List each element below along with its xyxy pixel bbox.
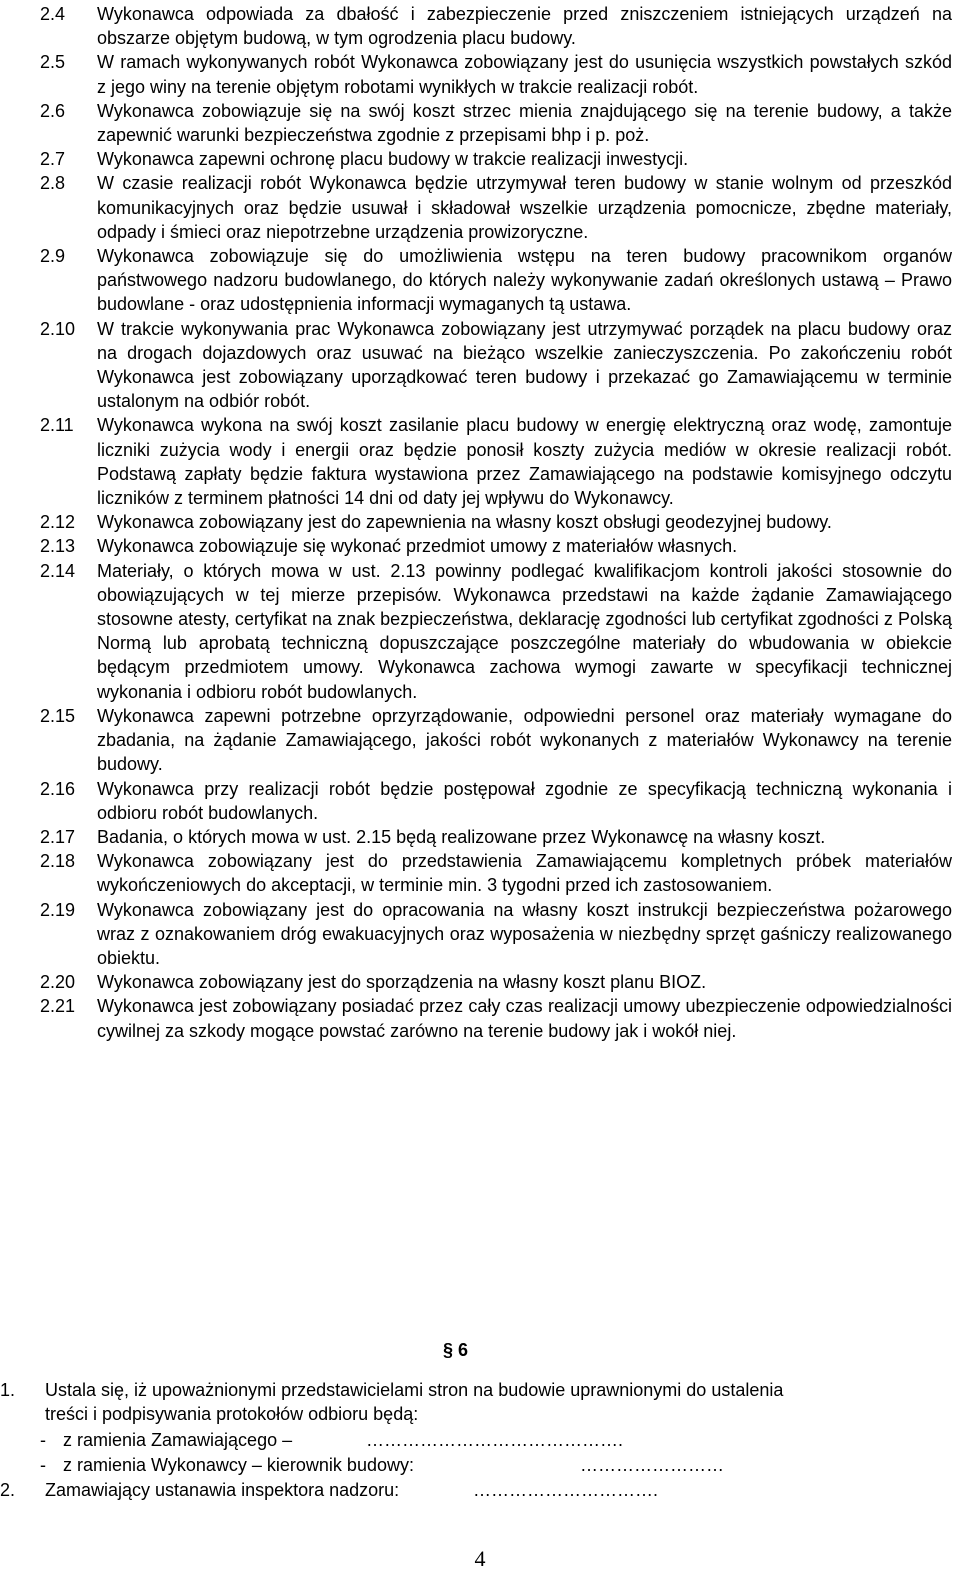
point-2-blank: …………………………. bbox=[473, 1480, 659, 1500]
clause-text: Wykonawca odpowiada za dbałość i zabezpieczenie przed zniszczeniem istniejących urządzeń na obszarze objętym budową, w tym ogrodzenia placu budowy. bbox=[97, 4, 952, 49]
point-2-text: Zamawiający ustanawia inspektora nadzoru: bbox=[45, 1480, 400, 1500]
point-1-number: 1. bbox=[0, 1380, 16, 1400]
clause-item bbox=[40, 534, 952, 558]
clause-number: 2.19 bbox=[40, 899, 76, 920]
clause-number: 2.8 bbox=[40, 173, 66, 194]
clause-item bbox=[40, 825, 952, 849]
clause-item bbox=[40, 50, 952, 98]
clause-number: 2.18 bbox=[40, 851, 76, 872]
clause-item bbox=[40, 994, 952, 1042]
dash-marker: - bbox=[40, 1455, 46, 1475]
clause-text: W ramach wykonywanych robót Wykonawca zobowiązany jest do usunięcia wszystkich powstałych szkód z jego winy na terenie objętym robotami wynikłych w trakcie realizacji robót. bbox=[97, 52, 952, 97]
clause-text: Wykonawca wykona na swój koszt zasilanie placu budowy w energię elektryczną oraz wodę, zamontuje liczniki zużycia wody i energii oraz będzie ponosił koszty zużycia mediów w okresie realizacji robót. Podstawą zapłaty będzie faktura wystawiona przez Zamawiającego na podstawie komisyjnego odczytu liczników z terminem płatności 14 dni od daty jej wpływu do Wykonawcy. bbox=[97, 415, 952, 509]
clause-text: Materiały, o których mowa w ust. 2.13 powinny podlegać kwalifikacjom kontroli jakości stosownie do obowiązujących w tej mierze przepisów. Wykonawca przedstawi na każde żądanie Zamawiającego stosowne atesty, certyfikat na znak bezpieczeństwa, deklarację zgodności lub certyfikat zgodności z Polską Normą lub aprobatą techniczną dopuszczające poszczególne materiały do wbudowania w obiekcie będącym przedmiotem umowy. Wykonawca zachowa wymogi zawarte w specyfikacji technicznej wykonania i odbioru robót budowlanych. bbox=[97, 560, 952, 702]
clause-text: Wykonawca zobowiązuje się na swój koszt strzec mienia znajdującego się na terenie budowy, a także zapewnić warunki bezpieczeństwa zgodnie z przepisami bhp i p. poż. bbox=[97, 100, 952, 146]
clause-item bbox=[40, 244, 952, 317]
clause-text: Wykonawca zobowiązany jest do sporządzenia na własny koszt planu BIOZ. bbox=[97, 972, 707, 993]
clause-text: Wykonawca zobowiązuje się wykonać przedmiot umowy z materiałów własnych. bbox=[97, 536, 738, 557]
clause-number: 2.9 bbox=[40, 246, 66, 267]
clause-number: 2.16 bbox=[40, 778, 76, 799]
representative-contractor: z ramienia Wykonawcy – kierownik budowy: bbox=[63, 1455, 414, 1475]
representative-ordering-party: z ramienia Zamawiającego – bbox=[63, 1430, 293, 1450]
page-number: 4 bbox=[474, 1546, 486, 1571]
point-1-line-2: treści i podpisywania protokołów odbioru będą: bbox=[45, 1404, 419, 1424]
clause-item bbox=[40, 99, 952, 147]
clause-number: 2.10 bbox=[40, 318, 76, 339]
clause-number: 2.21 bbox=[40, 996, 76, 1017]
clause-number: 2.4 bbox=[40, 4, 66, 24]
clause-item bbox=[40, 510, 952, 534]
clause-item bbox=[40, 317, 952, 414]
dash-marker: - bbox=[40, 1430, 46, 1450]
clause-number: 2.20 bbox=[40, 972, 76, 993]
clause-text: Wykonawca zobowiązany jest do przedstawienia Zamawiającemu kompletnych próbek materiałów wykończeniowych do akceptacji, w terminie min. 3 tygodni przed ich zastosowaniem. bbox=[97, 851, 952, 896]
clause-item bbox=[40, 413, 952, 510]
point-1-line-1: Ustala się, iż upoważnionymi przedstawicielami stron na budowie uprawnionymi do ustalenia bbox=[45, 1380, 784, 1400]
clause-number: 2.13 bbox=[40, 536, 76, 557]
section-number: 6 bbox=[458, 1340, 469, 1360]
clause-item bbox=[40, 2, 952, 50]
clause-item bbox=[40, 147, 952, 171]
clause-item bbox=[40, 849, 952, 897]
clause-item bbox=[40, 171, 952, 244]
point-2-number: 2. bbox=[0, 1480, 16, 1500]
clause-text: Wykonawca jest zobowiązany posiadać przez cały czas realizacji umowy ubezpieczenie odpowiedzialności cywilnej za szkody mogące powstać zarówno na terenie budowy jak i wokół niej. bbox=[97, 996, 952, 1041]
clause-item bbox=[40, 970, 952, 994]
clause-number: 2.5 bbox=[40, 52, 66, 73]
clause-number: 2.11 bbox=[40, 415, 74, 436]
clause-item bbox=[40, 777, 952, 825]
clause-list bbox=[40, 2, 952, 1043]
clause-item bbox=[40, 898, 952, 971]
clause-item bbox=[40, 704, 952, 777]
clause-number: 2.6 bbox=[40, 100, 66, 121]
clause-text: Wykonawca zapewni ochronę placu budowy w trakcie realizacji inwestycji. bbox=[97, 149, 689, 170]
clause-text: W czasie realizacji robót Wykonawca będzie utrzymywał teren budowy w stanie wolnym od przeszkód komunikacyjnych oraz będzie usuwał i składował wszelkie urządzenia pomocnicze, zbędne materiały, odpady i śmieci oraz niepotrzebne urządzenia prowizoryczne. bbox=[97, 173, 952, 242]
clause-number: 2.17 bbox=[40, 826, 76, 847]
clause-text: Wykonawca przy realizacji robót będzie postępował zgodnie ze specyfikacją techniczną wykonania i odbioru robót budowlanych. bbox=[97, 778, 952, 823]
clause-text: Badania, o których mowa w ust. 2.15 będą realizowane przez Wykonawcę na własny koszt. bbox=[97, 826, 826, 847]
clause-text: Wykonawca zapewni potrzebne oprzyrządowanie, odpowiedni personel oraz materiały wymagane do zbadania, na żądanie Zamawiającego, jakości robót wykonanych z materiałów Wykonawcy na terenie budowy. bbox=[97, 705, 952, 775]
representative-contractor-blank: …………………… bbox=[580, 1455, 724, 1475]
section-symbol: § bbox=[443, 1340, 454, 1360]
representative-ordering-party-blank: ……………………………………. bbox=[366, 1430, 624, 1450]
clause-number: 2.14 bbox=[40, 560, 76, 581]
clause-text: Wykonawca zobowiązuje się do umożliwienia wstępu na teren budowy pracownikom organów państwowego nadzoru budowlanego, do których należy wykonywanie zadań określonych ustawą – Prawo budowlane - oraz udostępnienia informacji wymaganych tą ustawa. bbox=[97, 246, 952, 315]
clause-text: Wykonawca zobowiązany jest do opracowania na własny koszt instrukcji bezpieczeństwa pożarowego wraz z oznakowaniem dróg ewakuacyjnych oraz wyposażenia w niezbędny sprzęt gaśniczy realizowanego obiektu. bbox=[97, 899, 952, 968]
clause-text: Wykonawca zobowiązany jest do zapewnienia na własny koszt obsługi geodezyjnej budowy. bbox=[97, 512, 832, 533]
clause-number: 2.12 bbox=[40, 512, 76, 533]
clause-number: 2.7 bbox=[40, 149, 66, 170]
clause-number: 2.15 bbox=[40, 705, 76, 726]
clause-item bbox=[40, 559, 952, 704]
clause-text: W trakcie wykonywania prac Wykonawca zobowiązany jest utrzymywać porządek na placu budowy oraz na drogach dojazdowych oraz usuwać na bieżąco wszelkie zanieczyszczenia. Po zakończeniu robót Wykonawca jest zobowiązany uporządkować teren budowy i przekazać go Zamawiającemu w terminie ustalonym na odbiór robót. bbox=[97, 318, 952, 412]
